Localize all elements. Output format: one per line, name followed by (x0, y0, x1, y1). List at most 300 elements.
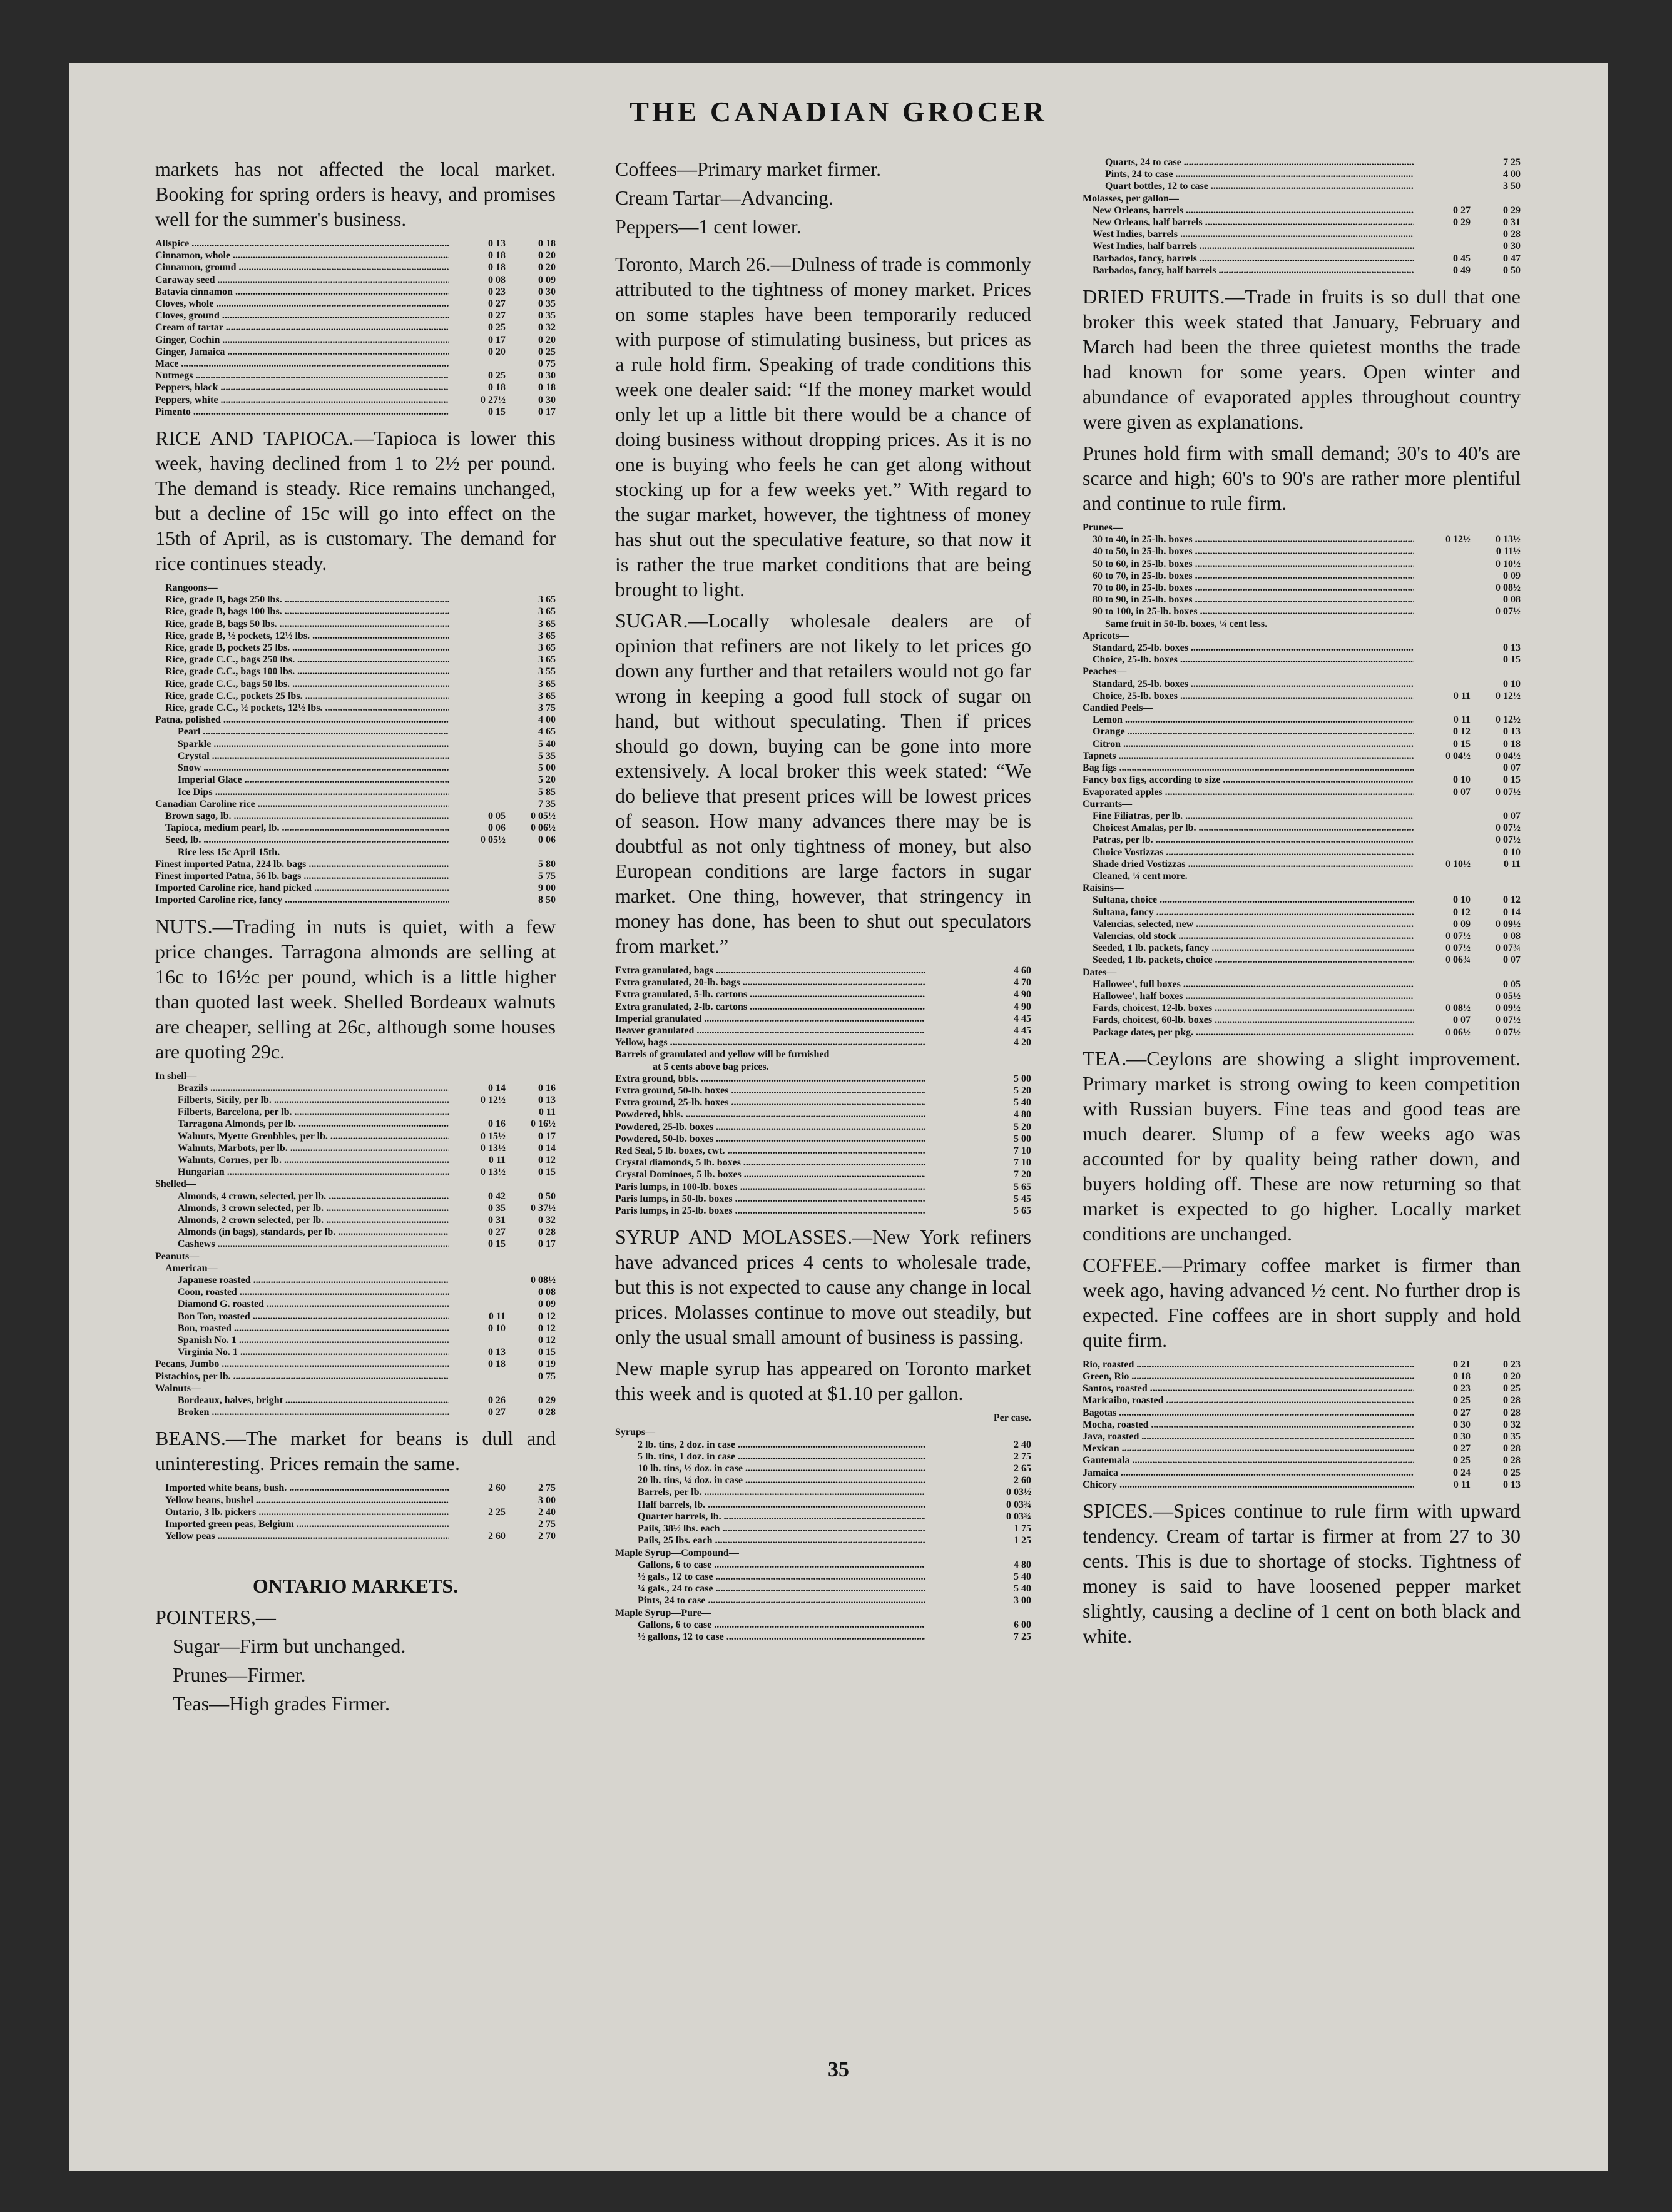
price-row (155, 654, 556, 666)
price-high (1471, 522, 1521, 534)
item-name: Ginger, Jamaica ..... (155, 346, 449, 358)
price-high (506, 1178, 556, 1190)
price-high (506, 1251, 556, 1262)
price-row (155, 1238, 556, 1250)
pointer-item: Prunes—Firmer. (173, 1663, 306, 1687)
price-low (1414, 180, 1471, 192)
price-low: 0 18 (488, 250, 506, 261)
price-high: 0 09 (538, 1299, 556, 1310)
price-high (1471, 966, 1521, 978)
price-high: 5 20 (1014, 1121, 1031, 1132)
price-row (155, 406, 556, 418)
price-high: 0 07 (1503, 955, 1521, 966)
price-low (449, 894, 506, 906)
price-row (1083, 966, 1521, 978)
article-paragraph: SYRUP AND MOLASSES.—New York refiners have advanced prices 4 cents to wholesale trade, but this is not expected to cause any change in local prices. Molasses continue to move out steadily, but only the usual small amount of business is passing. (615, 1225, 1031, 1349)
price-high: 3 50 (1503, 181, 1521, 192)
price-high: 2 75 (538, 1519, 556, 1530)
price-low (1414, 978, 1471, 990)
price-row (1083, 930, 1521, 942)
price-high: 0 13½ (1496, 534, 1521, 545)
price-low (449, 762, 506, 774)
price-low: 0 18 (488, 262, 506, 273)
price-low (1414, 582, 1471, 594)
price-high: 0 03½ (1006, 1487, 1031, 1498)
price-row (155, 582, 556, 594)
price-high: 0 03¾ (1006, 1511, 1031, 1522)
price-table-molasses (1083, 156, 1521, 276)
price-high: 4 45 (1014, 1025, 1031, 1037)
price-high (1471, 630, 1521, 642)
item-name: Maricaibo, roasted ..... (1083, 1394, 1414, 1406)
price-low (449, 786, 506, 798)
item-name: Extra ground, 25-lb. boxes ..... (615, 1097, 925, 1109)
price-high: 0 15 (538, 1347, 556, 1358)
pointer-item: Cream Tartar—Advancing. (615, 186, 834, 209)
price-row (1083, 762, 1521, 774)
price-low: 0 12½ (481, 1094, 506, 1105)
price-high: 0 09 (538, 274, 556, 285)
item-name: Pistachios, per lb. ..... (155, 1371, 449, 1382)
price-high (1471, 702, 1521, 714)
price-low: 0 23 (488, 286, 506, 297)
item-name: Batavia cinnamon ..... (155, 286, 449, 298)
item-name: Pimento ..... (155, 406, 449, 418)
price-row (1083, 594, 1521, 606)
price-low: 0 10½ (1445, 858, 1471, 870)
price-row (1083, 894, 1521, 906)
price-high: 2 60 (1014, 1475, 1031, 1486)
price-low (1414, 193, 1471, 205)
price-low (1414, 798, 1471, 810)
price-low (449, 606, 506, 617)
price-high: 0 20 (538, 334, 556, 345)
price-row (615, 977, 1031, 988)
price-low (449, 1298, 506, 1310)
item-name: Yellow, bags ..... (615, 1037, 925, 1048)
price-row (155, 1530, 556, 1542)
price-low (1414, 702, 1471, 714)
price-row (155, 858, 556, 870)
price-row (1083, 810, 1521, 822)
price-high: 3 65 (538, 630, 556, 641)
item-name: Quarter barrels, lb. ..... (615, 1511, 925, 1523)
price-row (1083, 654, 1521, 666)
price-row (1083, 942, 1521, 954)
price-row (1083, 1454, 1521, 1466)
price-low: 0 25 (488, 322, 506, 333)
price-row (155, 846, 556, 858)
item-name: Candied Peels— (1083, 703, 1153, 714)
price-row (155, 1298, 556, 1310)
price-low (925, 1535, 981, 1546)
price-row (1083, 678, 1521, 690)
price-low (925, 1547, 981, 1559)
pointer-item: Peppers—1 cent lower. (615, 215, 802, 238)
price-high: 2 40 (538, 1506, 556, 1518)
price-row (155, 298, 556, 310)
price-high: 0 17 (538, 1130, 556, 1142)
price-low (449, 1518, 506, 1530)
item-name: 10 lb. tins, ½ doz. in case ..... (615, 1463, 925, 1474)
price-high: 0 28 (1503, 1443, 1521, 1454)
column-right (1083, 156, 1521, 1655)
price-high: 4 90 (1014, 989, 1031, 1000)
price-low (925, 1607, 981, 1619)
price-row (155, 274, 556, 286)
item-name: Allspice ..... (155, 238, 449, 250)
price-high (1471, 870, 1521, 882)
price-low: 0 04½ (1445, 750, 1471, 761)
item-name: Chicory ..... (1083, 1479, 1414, 1491)
price-row (155, 334, 556, 346)
price-low (925, 1061, 981, 1073)
price-row (155, 690, 556, 702)
price-low (925, 1109, 981, 1120)
price-row (155, 1226, 556, 1238)
item-name: Dates— (1083, 966, 1117, 978)
price-low: 0 18 (488, 382, 506, 393)
price-high: 3 65 (538, 642, 556, 654)
item-name: Coon, roasted ..... (155, 1286, 449, 1298)
price-high: 3 00 (1014, 1595, 1031, 1606)
price-high (1471, 193, 1521, 205)
price-row (1083, 882, 1521, 894)
price-high: 0 28 (538, 1227, 556, 1238)
price-row (615, 1037, 1031, 1048)
item-name: Rice, grade C.C., bags 100 lbs. ..... (155, 666, 449, 677)
price-low (1414, 618, 1471, 630)
price-high: 0 12 (1503, 895, 1521, 906)
price-low (925, 1631, 981, 1643)
item-name: Rangoons— (165, 582, 218, 594)
item-name: Patna, polished ..... (155, 714, 449, 726)
price-high: 5 85 (538, 786, 556, 798)
price-high: 0 29 (538, 1395, 556, 1406)
price-high: 0 09½ (1496, 1003, 1521, 1014)
price-low (925, 977, 981, 988)
price-row (1083, 1394, 1521, 1406)
price-row (155, 894, 556, 906)
price-low: 0 18 (488, 1359, 506, 1370)
item-name: Same fruit in 50-lb. boxes, ¼ cent less. (1105, 618, 1268, 629)
price-low (449, 690, 506, 702)
price-low (925, 1073, 981, 1085)
price-row (155, 750, 556, 762)
price-high: 0 28 (1503, 1407, 1521, 1418)
price-row (1083, 702, 1521, 714)
item-name: Red Seal, 5 lb. boxes, cwt. ..... (615, 1145, 925, 1157)
price-row (155, 1382, 556, 1394)
price-row (1083, 978, 1521, 990)
item-name: Tapnets ..... (1083, 750, 1414, 762)
price-row (615, 1426, 1031, 1438)
price-low: 0 27 (488, 1227, 506, 1238)
item-name: 60 to 70, in 25-lb. boxes ..... (1083, 570, 1414, 582)
item-name: Evaporated apples ..... (1083, 786, 1414, 798)
item-name: Raisins— (1083, 883, 1124, 894)
item-name: ¼ gals., 24 to case ..... (615, 1583, 925, 1595)
price-row (155, 1346, 556, 1358)
item-name: Crystal diamonds, 5 lb. boxes ..... (615, 1157, 925, 1169)
item-name: Sparkle ..... (155, 738, 449, 750)
price-low: 2 25 (488, 1506, 506, 1518)
item-name: Rice, grade B, bags 250 lbs. ..... (155, 594, 449, 606)
item-name: West Indies, half barrels ..... (1083, 240, 1414, 252)
price-low (1414, 882, 1471, 894)
price-row (615, 1025, 1031, 1037)
price-high: 0 06½ (531, 823, 556, 834)
price-low (925, 1193, 981, 1205)
price-low (925, 1426, 981, 1438)
price-high: 5 45 (1014, 1193, 1031, 1204)
price-low (1414, 822, 1471, 834)
item-name: Pecans, Jumbo ..... (155, 1358, 449, 1370)
price-high: 4 65 (538, 726, 556, 738)
item-name: Rice, grade B, pockets 25 lbs. ..... (155, 642, 449, 654)
price-low (925, 1085, 981, 1097)
price-high: 0 13 (1503, 726, 1521, 738)
price-high: 0 12½ (1496, 714, 1521, 726)
price-low (449, 1494, 506, 1506)
price-low: 0 27 (1453, 205, 1471, 216)
price-row (155, 370, 556, 382)
price-low: 0 15 (488, 1239, 506, 1250)
item-name: 5 lb. tins, 1 doz. in case ..... (615, 1451, 925, 1463)
price-row (615, 1451, 1031, 1463)
item-name: Almonds, 3 crown selected, per lb. ..... (155, 1202, 449, 1214)
price-low (925, 1439, 981, 1451)
price-high: 0 47 (1503, 253, 1521, 264)
price-high: 3 65 (538, 678, 556, 689)
price-row (615, 1001, 1031, 1013)
price-high: 0 12 (538, 1311, 556, 1322)
price-high: 2 75 (538, 1483, 556, 1494)
price-low (449, 1178, 506, 1190)
pointer-item: Teas—High grades Firmer. (173, 1692, 390, 1715)
item-name: Pearl ..... (155, 726, 449, 738)
price-high: 0 31 (1503, 217, 1521, 228)
price-high: 5 40 (538, 738, 556, 749)
price-high: 0 14 (538, 1142, 556, 1154)
price-row (155, 714, 556, 726)
price-row (155, 1506, 556, 1518)
price-low (1414, 642, 1471, 654)
price-low (925, 1523, 981, 1535)
price-row (1083, 168, 1521, 180)
item-name: Walnuts— (155, 1382, 201, 1394)
price-row (155, 726, 556, 738)
price-low (925, 1511, 981, 1523)
price-row (615, 1193, 1031, 1205)
price-high: 0 12 (538, 1335, 556, 1346)
price-low (925, 1121, 981, 1133)
price-high: 0 28 (1503, 1455, 1521, 1466)
price-low: 0 17 (488, 334, 506, 345)
article-paragraph: markets has not affected the local market. Booking for spring orders is heavy, and promises well for the summer's business. (155, 158, 556, 230)
price-row (615, 1559, 1031, 1571)
price-high: 7 25 (1503, 157, 1521, 168)
price-low (449, 870, 506, 882)
price-low (1414, 762, 1471, 774)
item-name: Peanuts— (155, 1251, 200, 1262)
price-low: 0 09 (1453, 918, 1471, 930)
price-row (615, 1439, 1031, 1451)
price-high: 0 06 (538, 835, 556, 846)
column-middle (615, 156, 1031, 1650)
price-high: 5 00 (538, 763, 556, 774)
price-row (1083, 1014, 1521, 1026)
item-name: Fine Filiatras, per lb. ..... (1083, 810, 1414, 822)
price-table-syrups (615, 1426, 1031, 1643)
price-high: 0 13 (538, 1094, 556, 1105)
item-name: 40 to 50, in 25-lb. boxes ..... (1083, 545, 1414, 557)
price-high: 4 70 (1014, 977, 1031, 988)
price-row (1083, 1371, 1521, 1382)
price-row (155, 1154, 556, 1166)
article-paragraph: Prunes hold firm with small demand; 30's to 40's are scarce and high; 60's to 90's are rather more plentiful and continue to rule firm. (1083, 442, 1521, 515)
price-row (155, 1166, 556, 1178)
price-row (615, 1048, 1031, 1060)
item-name: Rice less 15c April 15th. (178, 846, 280, 858)
price-low (449, 1070, 506, 1082)
item-name: Green, Rio ..... (1083, 1371, 1414, 1382)
price-high: 0 07 (1503, 763, 1521, 774)
price-row (155, 702, 556, 714)
price-row (155, 618, 556, 630)
price-row (615, 1061, 1031, 1073)
price-high: 0 11 (1503, 858, 1521, 870)
item-name: Choice Vostizzas ..... (1083, 846, 1414, 858)
price-row (155, 1322, 556, 1334)
price-low (1414, 654, 1471, 666)
item-name: Rice, grade B, ½ pockets, 12½ lbs. ..... (155, 630, 449, 642)
price-high: 0 15 (538, 1167, 556, 1178)
price-low (925, 965, 981, 977)
price-high: 0 07½ (1496, 835, 1521, 846)
price-high: 6 00 (1014, 1619, 1031, 1630)
item-name: Walnuts, Cornes, per lb. ..... (155, 1154, 449, 1166)
price-high: 5 40 (1014, 1583, 1031, 1595)
price-table-sugar (615, 965, 1031, 1217)
item-name: Canadian Caroline rice ..... (155, 798, 449, 810)
price-table-spices (155, 238, 556, 418)
item-name: Extra granulated, 5-lb. cartons ..... (615, 988, 925, 1000)
item-name: Sultana, fancy ..... (1083, 906, 1414, 918)
price-row (155, 1358, 556, 1370)
item-name: Extra ground, 50-lb. boxes ..... (615, 1085, 925, 1097)
price-high (1471, 618, 1521, 630)
price-row (1083, 918, 1521, 930)
price-row (1083, 1027, 1521, 1038)
price-low (449, 1382, 506, 1394)
price-low: 0 18 (1453, 1371, 1471, 1382)
price-high: 7 10 (1014, 1145, 1031, 1157)
item-name: Currants— (1083, 798, 1133, 809)
item-name: 20 lb. tins, ¼ doz. in case ..... (615, 1474, 925, 1486)
item-name: Quarts, 24 to case ..... (1083, 156, 1414, 168)
price-low (449, 882, 506, 894)
price-low: 0 49 (1453, 265, 1471, 276)
price-low: 0 21 (1453, 1359, 1471, 1370)
price-row (615, 1205, 1031, 1217)
price-high: 5 65 (1014, 1181, 1031, 1192)
price-high: 1 25 (1014, 1535, 1031, 1546)
price-high: 0 35 (538, 298, 556, 310)
item-name: Bag figs ..... (1083, 762, 1414, 774)
price-low: 2 60 (488, 1483, 506, 1494)
price-high (1471, 882, 1521, 894)
price-row (155, 786, 556, 798)
item-name: Pints, 24 to case ..... (615, 1595, 925, 1606)
price-low: 0 06 (488, 823, 506, 834)
price-row (1083, 240, 1521, 252)
price-row (615, 1499, 1031, 1511)
price-row (1083, 990, 1521, 1002)
price-low (925, 1048, 981, 1060)
article-paragraph: NUTS.—Trading in nuts is quiet, with a few price changes. Tarragona almonds are selling at 16c to 16½c per pound, which is a little higher than quoted last week. Shelled Bordeaux walnuts are cheaper, selling at 26c, although some houses are quoting 29c. (155, 915, 556, 1063)
price-low: 0 11 (488, 1311, 506, 1322)
item-name: Brazils ..... (155, 1082, 449, 1094)
item-name: Gautemala ..... (1083, 1454, 1414, 1466)
price-row (615, 1145, 1031, 1157)
price-high: 0 25 (1503, 1467, 1521, 1478)
price-row (1083, 666, 1521, 677)
price-low: 0 15 (1453, 738, 1471, 749)
price-row (155, 762, 556, 774)
price-low: 0 10 (488, 1322, 506, 1334)
price-low (449, 726, 506, 738)
price-high: 0 19 (538, 1359, 556, 1370)
price-high: 9 00 (538, 883, 556, 894)
price-low (449, 594, 506, 606)
item-name: New Orleans, barrels ..... (1083, 205, 1414, 216)
price-high: 0 10 (1503, 678, 1521, 689)
price-low (925, 1097, 981, 1109)
price-row (155, 1394, 556, 1406)
price-high: 0 10 (1503, 846, 1521, 858)
item-name: Shade dried Vostizzas ..... (1083, 858, 1414, 870)
price-row (155, 394, 556, 406)
item-name: Orange ..... (1083, 726, 1414, 738)
price-high: 0 08½ (1496, 582, 1521, 594)
price-row (1083, 798, 1521, 810)
price-row (615, 1133, 1031, 1145)
price-low: 0 13½ (481, 1142, 506, 1154)
item-name: Spanish No. 1 ..... (155, 1334, 449, 1346)
item-name: Pails, 38½ lbs. each ..... (615, 1523, 925, 1535)
item-name: Walnuts, Marbots, per lb. ..... (155, 1142, 449, 1154)
price-row (615, 1631, 1031, 1643)
price-high: 0 30 (538, 286, 556, 297)
item-name: American— (165, 1262, 218, 1274)
price-row (1083, 1431, 1521, 1443)
item-name: Crystal Dominoes, 5 lb. boxes ..... (615, 1169, 925, 1180)
price-low (449, 714, 506, 726)
price-high: 0 20 (538, 250, 556, 261)
price-low (1414, 810, 1471, 822)
price-row (1083, 834, 1521, 846)
item-name: Bon Ton, roasted ..... (155, 1311, 449, 1322)
item-name: Ice Dips ..... (155, 786, 449, 798)
item-name: Almonds, 2 crown selected, per lb. ..... (155, 1214, 449, 1226)
price-table-nuts (155, 1070, 556, 1419)
price-high: 2 40 (1014, 1439, 1031, 1450)
item-name: Imported white beans, bush. ..... (155, 1482, 449, 1494)
price-row (1083, 1419, 1521, 1431)
price-row (1083, 558, 1521, 570)
item-name: Filberts, Barcelona, per lb. ..... (155, 1106, 449, 1118)
